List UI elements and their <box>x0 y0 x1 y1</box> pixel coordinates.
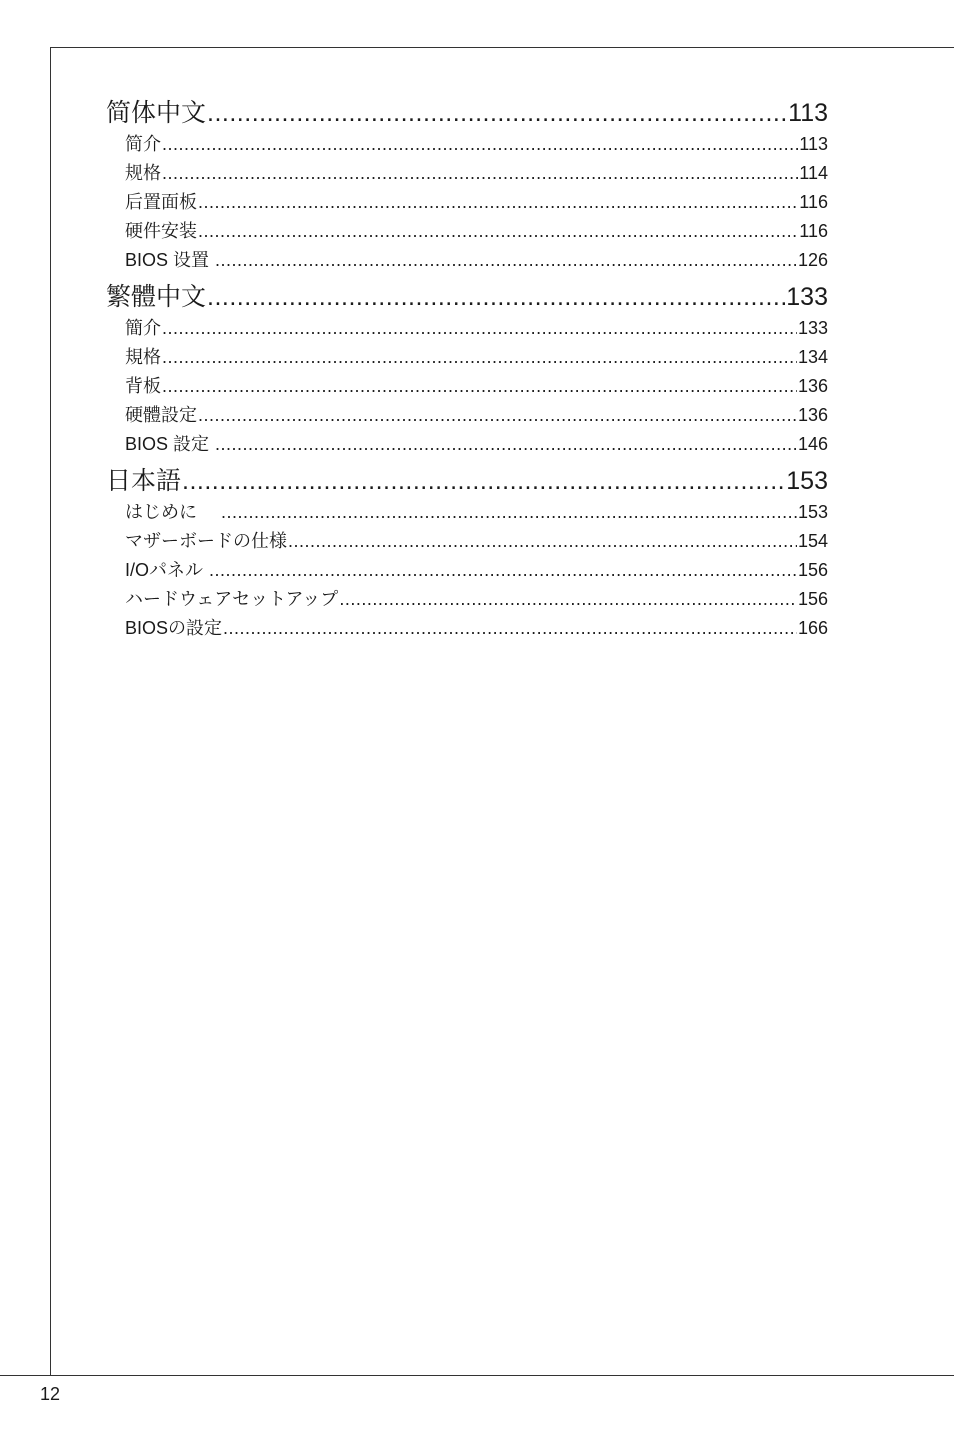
toc-sub-entry[interactable] <box>106 372 828 401</box>
toc-sub-label: BIOSの設定 <box>125 618 223 638</box>
toc-sub-page: 126 <box>797 250 828 270</box>
dot-leader <box>207 280 785 314</box>
toc-sub-entry[interactable] <box>106 343 828 372</box>
toc-section-traditional-chinese <box>106 280 828 459</box>
toc-sub-label: 簡介 <box>125 318 161 338</box>
toc-sub-page: 156 <box>797 560 828 580</box>
toc-main-title: 繁體中文 <box>106 283 207 311</box>
toc-main-title: 日本語 <box>106 467 182 495</box>
toc-sub-label: 硬件安装 <box>125 221 197 241</box>
toc-sub-entry[interactable] <box>106 314 828 343</box>
toc-sub-entry[interactable] <box>106 614 828 643</box>
toc-sub-label: 简介 <box>125 134 161 154</box>
toc-main-page: 153 <box>786 467 828 495</box>
dot-leader <box>339 585 797 614</box>
dot-leader <box>162 130 798 159</box>
toc-sub-entry[interactable] <box>106 527 828 556</box>
toc-sub-label: マザーボードの仕様 <box>125 531 287 551</box>
left-border-rule <box>50 47 51 1375</box>
toc-sub-label: 硬體設定 <box>125 405 197 425</box>
toc-sub-page: 116 <box>799 192 828 212</box>
toc-sub-label: I/Oパネル <box>125 560 209 580</box>
toc-sub-page: 134 <box>797 347 828 367</box>
toc-sub-label: 規格 <box>125 347 161 367</box>
toc-sub-label: BIOS 設定 <box>125 434 215 454</box>
toc-sub-label: ハードウェアセットアップ <box>125 589 339 609</box>
toc-sub-entry[interactable] <box>106 498 828 527</box>
toc-sub-label: 后置面板 <box>125 192 197 212</box>
dot-leader <box>162 159 798 188</box>
toc-sub-label: 规格 <box>125 163 161 183</box>
toc-main-entry[interactable] <box>106 464 828 498</box>
toc-main-entry[interactable] <box>106 280 828 314</box>
toc-main-entry[interactable] <box>106 96 828 130</box>
dot-leader <box>162 372 797 401</box>
toc-sub-page: 113 <box>799 134 828 154</box>
dot-leader <box>182 464 785 498</box>
toc-sub-page: 116 <box>799 221 828 241</box>
dot-leader <box>198 188 798 217</box>
dot-leader <box>288 527 797 556</box>
dot-leader <box>221 498 797 527</box>
toc-main-title: 简体中文 <box>106 99 207 127</box>
toc-sub-entry[interactable] <box>106 585 828 614</box>
top-border-rule <box>50 47 954 48</box>
dot-leader <box>215 430 797 459</box>
toc-sub-label: はじめに <box>125 502 221 522</box>
toc-sub-page: 166 <box>797 618 828 638</box>
toc-sub-entry[interactable] <box>106 401 828 430</box>
toc-sub-page: 156 <box>797 589 828 609</box>
dot-leader <box>223 614 797 643</box>
table-of-contents <box>106 96 828 643</box>
toc-sub-page: 136 <box>797 405 828 425</box>
toc-section-simplified-chinese <box>106 96 828 275</box>
toc-section-japanese <box>106 464 828 643</box>
toc-sub-entry[interactable] <box>106 130 828 159</box>
toc-sub-entry[interactable] <box>106 246 828 275</box>
toc-main-page: 133 <box>786 283 828 311</box>
toc-sub-entry[interactable] <box>106 556 828 585</box>
toc-sub-label: 背板 <box>125 376 161 396</box>
toc-main-page: 113 <box>788 99 828 127</box>
dot-leader <box>162 314 797 343</box>
toc-sub-page: 146 <box>797 434 828 454</box>
toc-sub-label: BIOS 设置 <box>125 250 215 270</box>
dot-leader <box>207 96 787 130</box>
toc-sub-page: 133 <box>797 318 828 338</box>
dot-leader <box>198 217 798 246</box>
dot-leader <box>162 343 797 372</box>
toc-sub-entry[interactable] <box>106 217 828 246</box>
toc-sub-page: 114 <box>799 163 828 183</box>
page-number: 12 <box>40 1384 61 1404</box>
toc-sub-page: 136 <box>797 376 828 396</box>
toc-sub-entry[interactable] <box>106 430 828 459</box>
bottom-border-rule <box>0 1375 954 1376</box>
toc-sub-entry[interactable] <box>106 159 828 188</box>
dot-leader <box>215 246 797 275</box>
dot-leader <box>198 401 797 430</box>
toc-sub-page: 154 <box>797 531 828 551</box>
toc-sub-entry[interactable] <box>106 188 828 217</box>
toc-sub-page: 153 <box>797 502 828 522</box>
dot-leader <box>209 556 797 585</box>
